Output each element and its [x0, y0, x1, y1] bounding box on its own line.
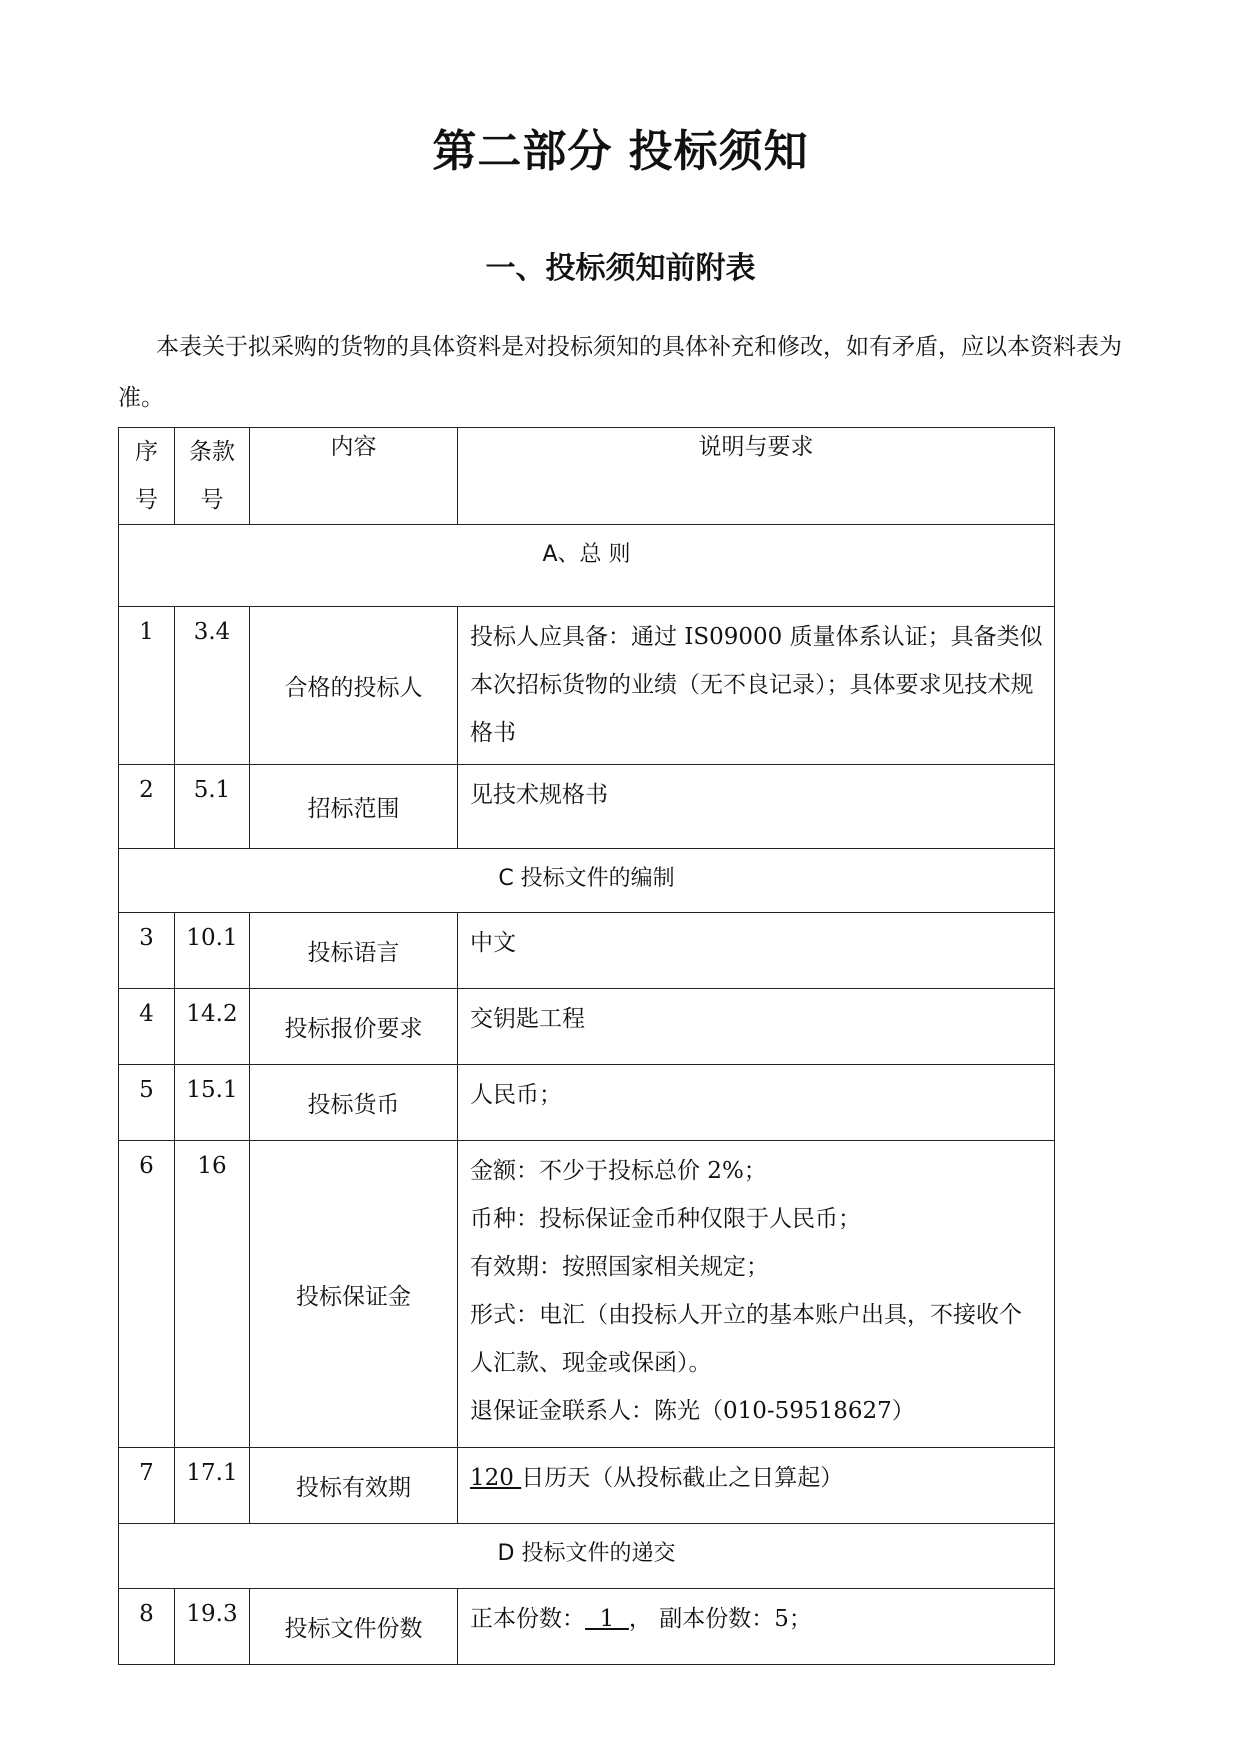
section-row-c: [119, 849, 1055, 913]
row-item: 合格的投标人: [250, 607, 458, 765]
table-row: [119, 1589, 1055, 1665]
row-clause: 3.4: [175, 607, 250, 765]
validity-days: 120: [470, 1465, 522, 1491]
page-title: 第二部分 投标须知: [432, 126, 809, 177]
row-clause: 16: [175, 1141, 250, 1448]
row-seq: 6: [119, 1141, 175, 1448]
validity-text: 日历天（从投标截止之日算起）: [521, 1465, 844, 1491]
deposit-amount: 金额：不少于投标总价 2%；: [470, 1158, 767, 1184]
duplicate-copies-text: ， 副本份数：5；: [628, 1606, 812, 1632]
row-clause: 10.1: [175, 913, 250, 989]
table-row: [119, 1448, 1055, 1524]
section-c-label: C 投标文件的编制: [498, 866, 675, 891]
bid-instructions-table: [118, 427, 1055, 1665]
deposit-contact: 退保证金联系人：陈光（010-59518627）: [470, 1398, 915, 1424]
row-item: 投标货币: [250, 1065, 458, 1141]
section-d-label: D 投标文件的递交: [497, 1541, 676, 1566]
row-desc: [458, 1141, 1055, 1448]
section-title: 一、投标须知前附表: [485, 251, 756, 286]
row-seq: 4: [119, 989, 175, 1065]
row-seq: 8: [119, 1589, 175, 1665]
row-item: 投标文件份数: [250, 1589, 458, 1665]
row-desc: 中文: [458, 913, 1055, 989]
original-copies-count: 1: [585, 1606, 629, 1632]
original-copies-label: 正本份数：: [470, 1606, 585, 1632]
table-row: [119, 989, 1055, 1065]
row-desc: [458, 1448, 1055, 1524]
row-seq: 1: [119, 607, 175, 765]
row-item: 投标语言: [250, 913, 458, 989]
row-clause: 5.1: [175, 765, 250, 849]
table-row: [119, 913, 1055, 989]
section-row-d: [119, 1524, 1055, 1589]
row-seq: 7: [119, 1448, 175, 1524]
row-item: 投标报价要求: [250, 989, 458, 1065]
row-desc: 见技术规格书: [458, 765, 1055, 849]
row-desc: 交钥匙工程: [458, 989, 1055, 1065]
deposit-form: 形式：电汇（由投标人开立的基本账户出具，不接收个人汇款、现金或保函）。: [470, 1302, 1022, 1376]
row-clause: 15.1: [175, 1065, 250, 1141]
row-clause: 17.1: [175, 1448, 250, 1524]
section-row-a: [119, 525, 1055, 607]
row-item: 投标保证金: [250, 1141, 458, 1448]
header-item: 内容: [250, 428, 458, 525]
deposit-validity: 有效期：按照国家相关规定；: [470, 1254, 769, 1280]
section-a-label: A、总 则: [542, 542, 631, 567]
header-clause: 条款 号: [175, 428, 250, 525]
row-desc: 投标人应具备：通过 IS09000 质量体系认证；具备类似本次招标货物的业绩（无不良记录）；具体要求见技术规格书: [458, 607, 1055, 765]
row-item: 招标范围: [250, 765, 458, 849]
table-header-row: [119, 428, 1055, 525]
row-clause: 14.2: [175, 989, 250, 1065]
table-row: [119, 607, 1055, 765]
header-desc: 说明与要求: [458, 428, 1055, 525]
row-clause: 19.3: [175, 1589, 250, 1665]
deposit-currency: 币种：投标保证金币种仅限于人民币；: [470, 1206, 861, 1232]
table-row: [119, 1065, 1055, 1141]
table-row: [119, 765, 1055, 849]
row-desc: [458, 1589, 1055, 1665]
row-desc: 人民币；: [458, 1065, 1055, 1141]
row-seq: 5: [119, 1065, 175, 1141]
row-seq: 2: [119, 765, 175, 849]
row-item: 投标有效期: [250, 1448, 458, 1524]
header-seq: 序 号: [119, 428, 175, 525]
intro-paragraph: 本表关于拟采购的货物的具体资料是对投标须知的具体补充和修改，如有矛盾，应以本资料表为准。: [118, 334, 1122, 411]
table-row: [119, 1141, 1055, 1448]
row-seq: 3: [119, 913, 175, 989]
